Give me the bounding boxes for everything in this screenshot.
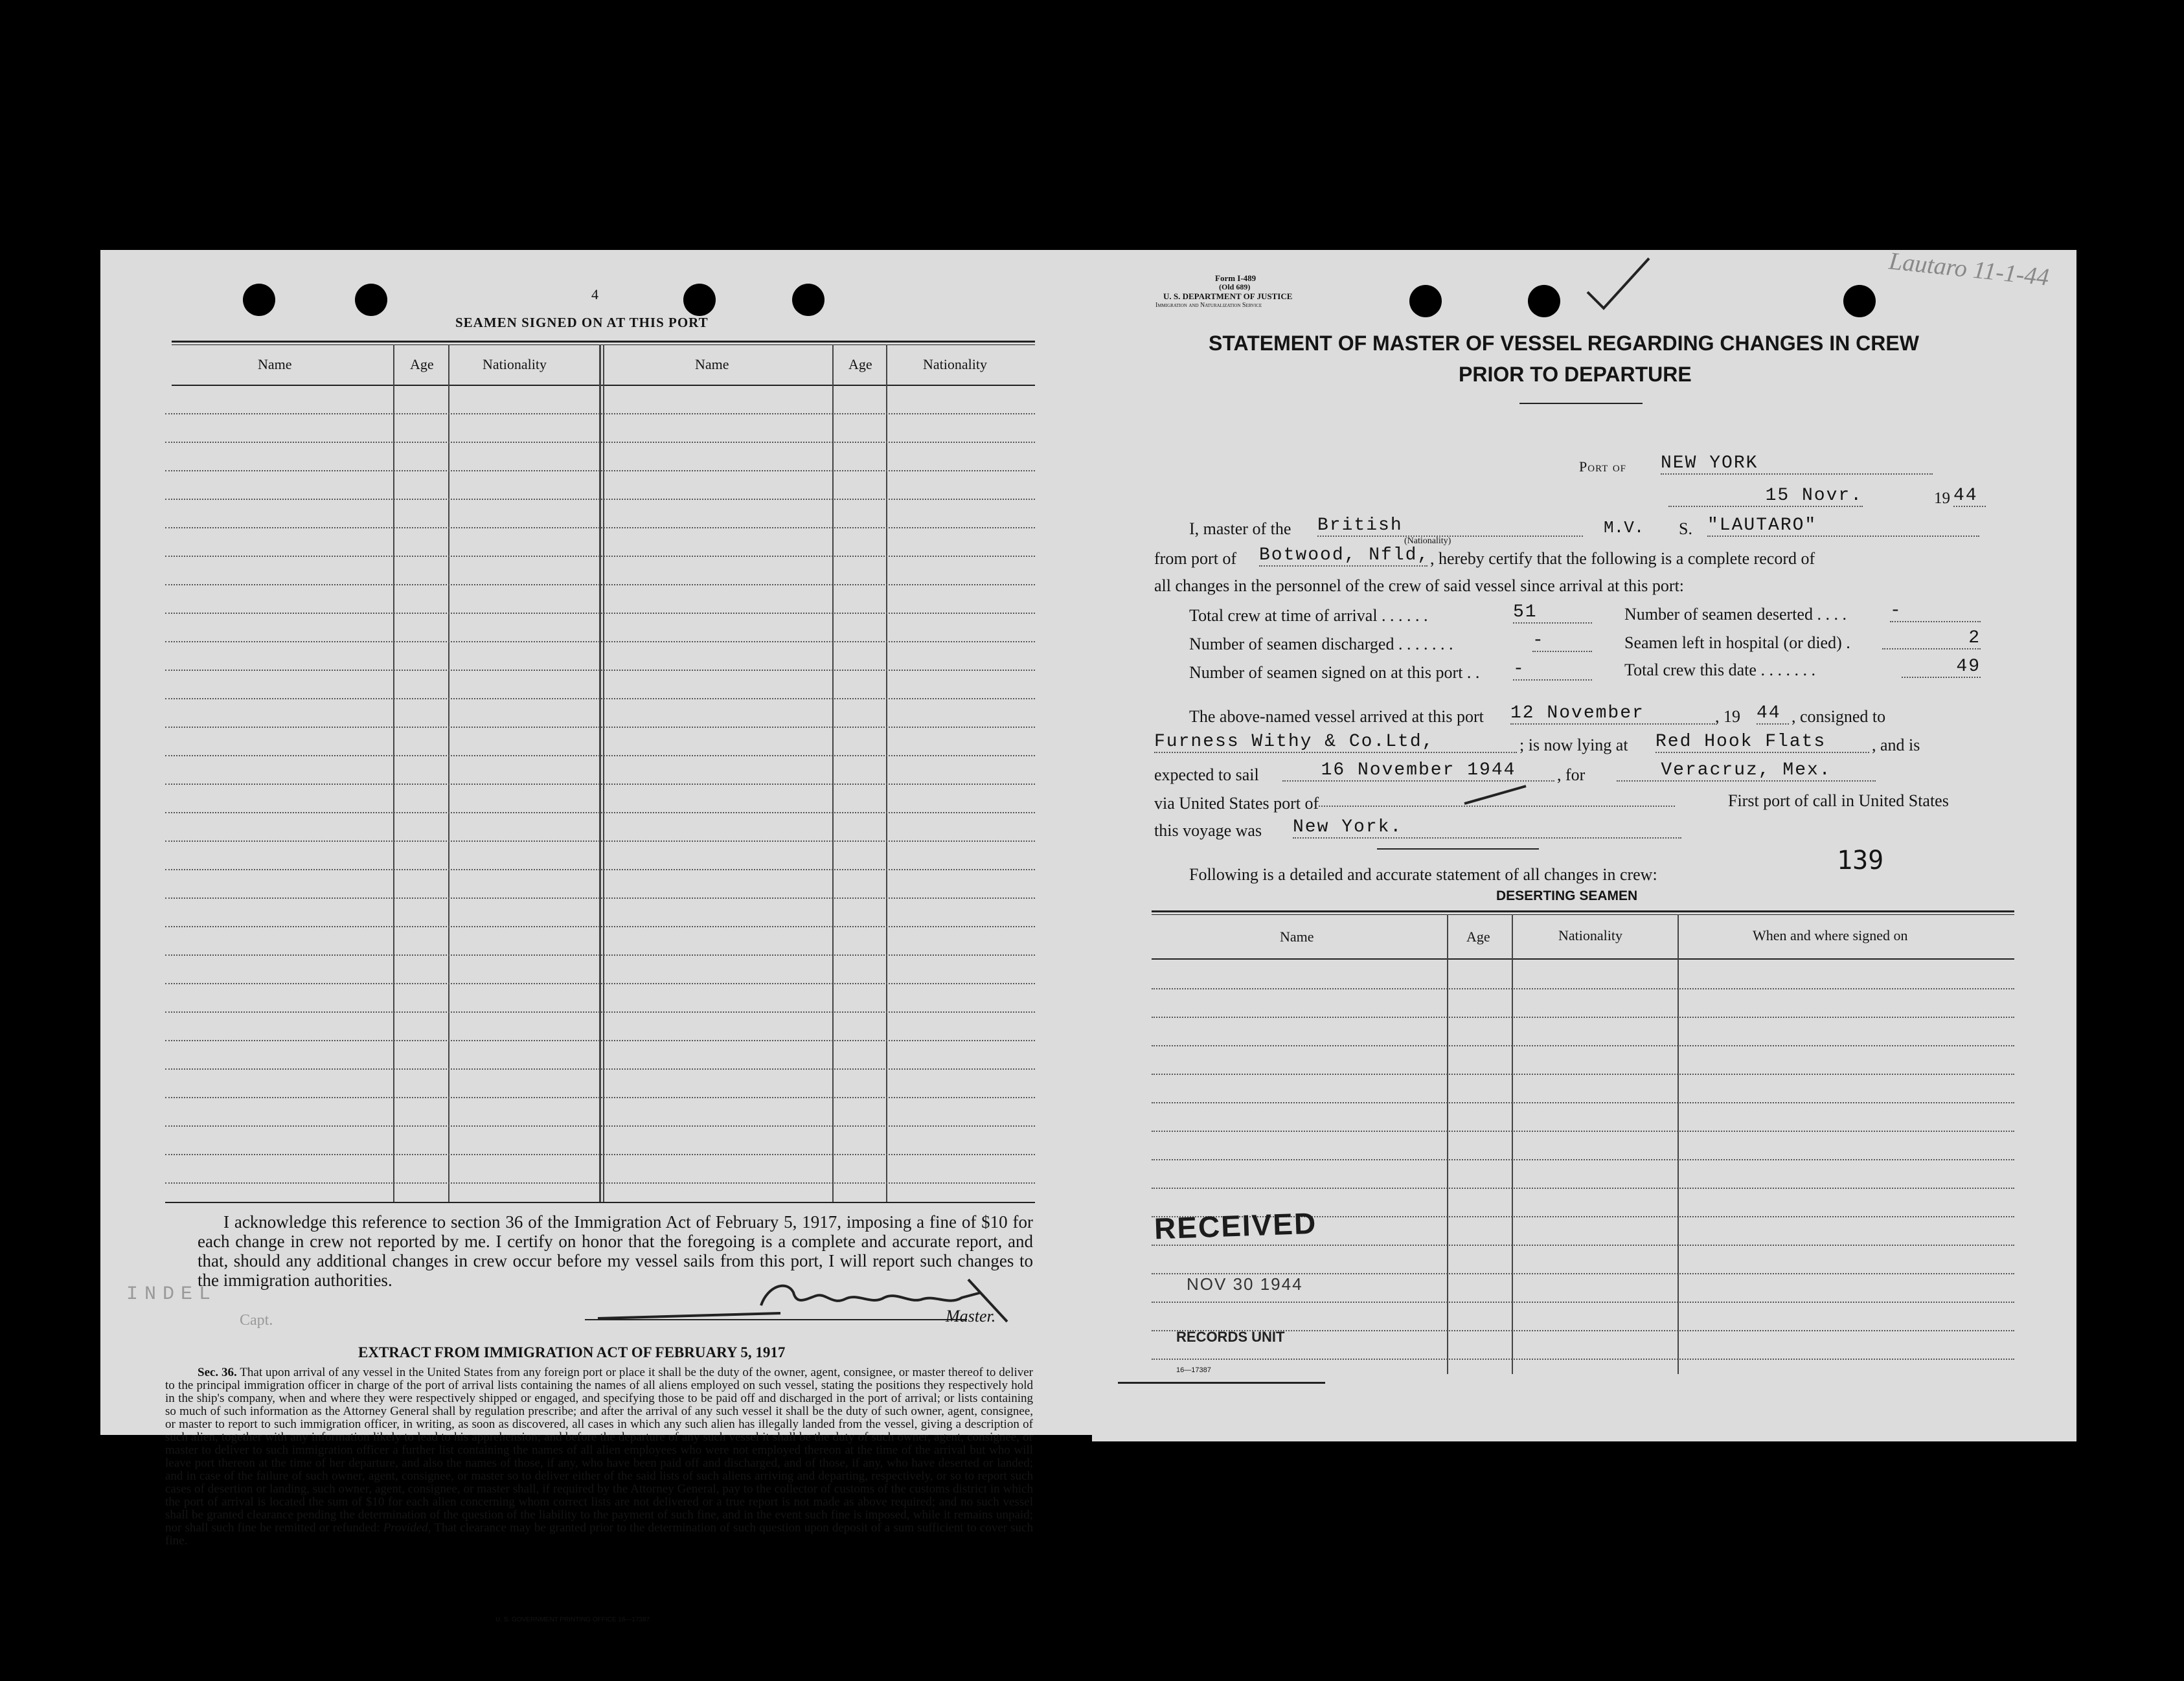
nationality-caption: (Nationality)	[1404, 536, 1451, 546]
total-arrival-value: 51	[1513, 602, 1592, 624]
arrived-label: The above-named vessel arrived at this port	[1189, 707, 1484, 726]
printer-line: U. S. GOVERNMENT PRINTING OFFICE 16—17387	[495, 1616, 650, 1623]
ss-label: S.	[1679, 519, 1692, 538]
punch-hole	[792, 284, 825, 316]
left-page	[100, 250, 1098, 1623]
port-label: Port of	[1579, 458, 1627, 475]
hospital-label: Seamen left in hospital (or died) .	[1624, 633, 1850, 652]
punch-hole	[1409, 285, 1442, 317]
extract-text: Sec. 36. That upon arrival of any vessel in the United States from any foreign port or place it shall be the duty of the owner, agent, consignee, or master thereof to deliver to the principal immigration officer in charge of the port of arrival lists containing the names of all aliens employed on such vessel, stating the positions they respectively hold in the ship's company, when and where they were respectively shipped or engaged, and specifying those to be paid off and discharged in the port of arrival; or lists containing so much of such information as the Attorney General shall by regulation prescribe; and after the arrival of any such vessel it shall be the duty of such owner, agent, consignee, or master to report to such immigration officer, in writing, as soon as discovered, all cases in which any such alien has illegally landed from the vessel, giving a description of such alien, together with any information likely to lead to his apprehension; and before the departure of any such vessel it shall be the duty of such owner, agent, consignee, or master to deliver to such immigration officer a further list containing the names of all alien employees who were not employed thereon at the time of the arrival but who will leave port thereon at the time of her departure, and also the names of those, if any, who have been paid off and discharged, and of those, if any, who have deserted or landed; and in case of the failure of such owner, agent, consignee, or master so to deliver either of the said lists of such aliens arriving and departing, respectively, or so to report such cases of desertion or landing, such owner, agent, consignee, or master shall, if required by the Attorney General, pay to the collector of customs of the customs district in which the port of arrival is located the sum of $10 for each alien concerning whom correct lists are not delivered or a true report is not made as above required; and no such vessel shall be granted clearance pending the determination of the question of the liability to the payment of such fine, and in the event such fine is imposed, while it remains unpaid; nor shall such fine be remitted or refunded: Provided, That clearance may be granted prior to the determination of such question upon deposit of a sum sufficient to cover such fine.	[165, 1366, 1034, 1548]
arrived-year: 44	[1757, 703, 1789, 725]
punch-hole	[243, 284, 275, 316]
column-header: Name	[695, 356, 729, 372]
margin-stamp-capt: Capt.	[240, 1312, 273, 1329]
signed-on-value: -	[1513, 659, 1592, 681]
column-header: Nationality	[923, 356, 987, 372]
printer-line: 16—17387	[1176, 1366, 1211, 1374]
certify-text-2: all changes in the personnel of the crew of said vessel since arrival at this port:	[1154, 576, 1685, 595]
discharged-value: -	[1532, 631, 1592, 652]
column-header: Nationality	[1558, 927, 1622, 943]
year-prefix: 19	[1934, 490, 1950, 507]
date-value: 15 Novr.	[1668, 486, 1863, 507]
certify-text: , hereby certify that the following is a complete record of	[1430, 549, 1815, 568]
section-title: SEAMEN SIGNED ON AT THIS PORT	[455, 315, 709, 330]
column-header: Name	[1280, 929, 1314, 945]
consignee: Furness Withy & Co.Ltd,	[1154, 732, 1517, 753]
signed-on-label: Number of seamen signed on at this port . .	[1189, 663, 1480, 682]
consigned-label: , consigned to	[1792, 707, 1886, 726]
sail-label: expected to sail	[1154, 765, 1259, 784]
lying-label: ; is now lying at	[1519, 736, 1628, 754]
arrived-year-prefix: , 19	[1715, 707, 1740, 726]
department: U. S. DEPARTMENT OF JUSTICE	[1163, 291, 1293, 301]
master-of-label: I, master of the	[1189, 519, 1291, 538]
column-header: Nationality	[483, 356, 547, 372]
deserting-title: DESERTING SEAMEN	[1496, 888, 1638, 903]
handwritten-number: 139	[1837, 846, 1884, 875]
from-port-value: Botwood, Nfld,	[1259, 545, 1430, 565]
column-header: Age	[410, 356, 434, 372]
voyage-value: New York.	[1293, 817, 1681, 839]
form-old: (Old 689)	[1219, 282, 1251, 291]
master-label: Master.	[946, 1307, 996, 1326]
check-mark	[1584, 253, 1655, 318]
sail-value: 16 November 1944	[1282, 760, 1554, 782]
first-port-label: First port of call in United States	[1728, 791, 1949, 810]
corner-note: Lautaro 11-1-44	[1887, 247, 2051, 291]
form-number: Form I-489	[1215, 273, 1257, 283]
deserted-value: -	[1890, 601, 1981, 622]
nationality-value: British	[1317, 515, 1583, 537]
hospital-value: 2	[1882, 628, 1981, 649]
right-page	[1092, 247, 2076, 1441]
discharged-label: Number of seamen discharged . . . . . . .	[1189, 635, 1453, 653]
total-arrival-label: Total crew at time of arrival . . . . . .	[1189, 606, 1428, 625]
records-unit-stamp: RECORDS UNIT	[1176, 1329, 1285, 1345]
port-value: NEW YORK	[1661, 453, 1933, 475]
vessel-name: "LAUTARO"	[1707, 515, 1979, 537]
via-label: via United States port of	[1154, 794, 1319, 813]
total-date-label: Total crew this date . . . . . . .	[1624, 660, 1815, 679]
page-number: 4	[591, 286, 598, 302]
vessel-type: M.V.	[1604, 518, 1644, 537]
voyage-label: this voyage was	[1154, 821, 1262, 840]
column-header: Age	[848, 356, 872, 372]
column-header: When and where signed on	[1753, 927, 1908, 943]
dash-mark	[1461, 781, 1532, 807]
received-stamp-date: NOV 30 1944	[1187, 1274, 1303, 1294]
for-label: , for	[1557, 765, 1586, 784]
form-title-2: PRIOR TO DEPARTURE	[1459, 363, 1692, 386]
arrived-value: 12 November	[1510, 703, 1715, 725]
deserted-label: Number of seamen deserted . . . .	[1624, 605, 1847, 624]
lying-value: Red Hook Flats	[1655, 732, 1869, 753]
service: Immigration and Naturalization Service	[1155, 302, 1262, 309]
margin-stamp: INDEL	[126, 1283, 218, 1305]
for-value: Veracruz, Mex.	[1617, 760, 1876, 782]
and-is: , and is	[1872, 736, 1920, 754]
form-title: STATEMENT OF MASTER OF VESSEL REGARDING CHANGES IN CREW	[1209, 332, 1919, 355]
year-value: 44	[1953, 486, 1986, 507]
following-text: Following is a detailed and accurate statement of all changes in crew:	[1189, 865, 1657, 884]
from-port-label: from port of	[1154, 549, 1237, 568]
total-date-value: 49	[1902, 657, 1981, 678]
received-stamp: RECEIVED	[1154, 1206, 1318, 1246]
punch-hole	[355, 284, 387, 316]
acknowledgement-text: I acknowledge this reference to section 36 of the Immigration Act of February 5, 1917, imposing a fine of $10 for each change in crew not reported by me. I certify on honor that the foregoing is a complete and accurate report, and that, should any additional changes in crew occur before my vessel sails from this port, I will report such changes to the immigration authorities.	[198, 1212, 1033, 1290]
column-header: Name	[258, 356, 292, 372]
punch-hole	[1528, 285, 1560, 317]
punch-hole	[683, 284, 716, 316]
extract-title: EXTRACT FROM IMMIGRATION ACT OF FEBRUARY 5, 1917	[358, 1344, 786, 1360]
punch-hole	[1843, 285, 1876, 317]
column-header: Age	[1466, 929, 1490, 945]
